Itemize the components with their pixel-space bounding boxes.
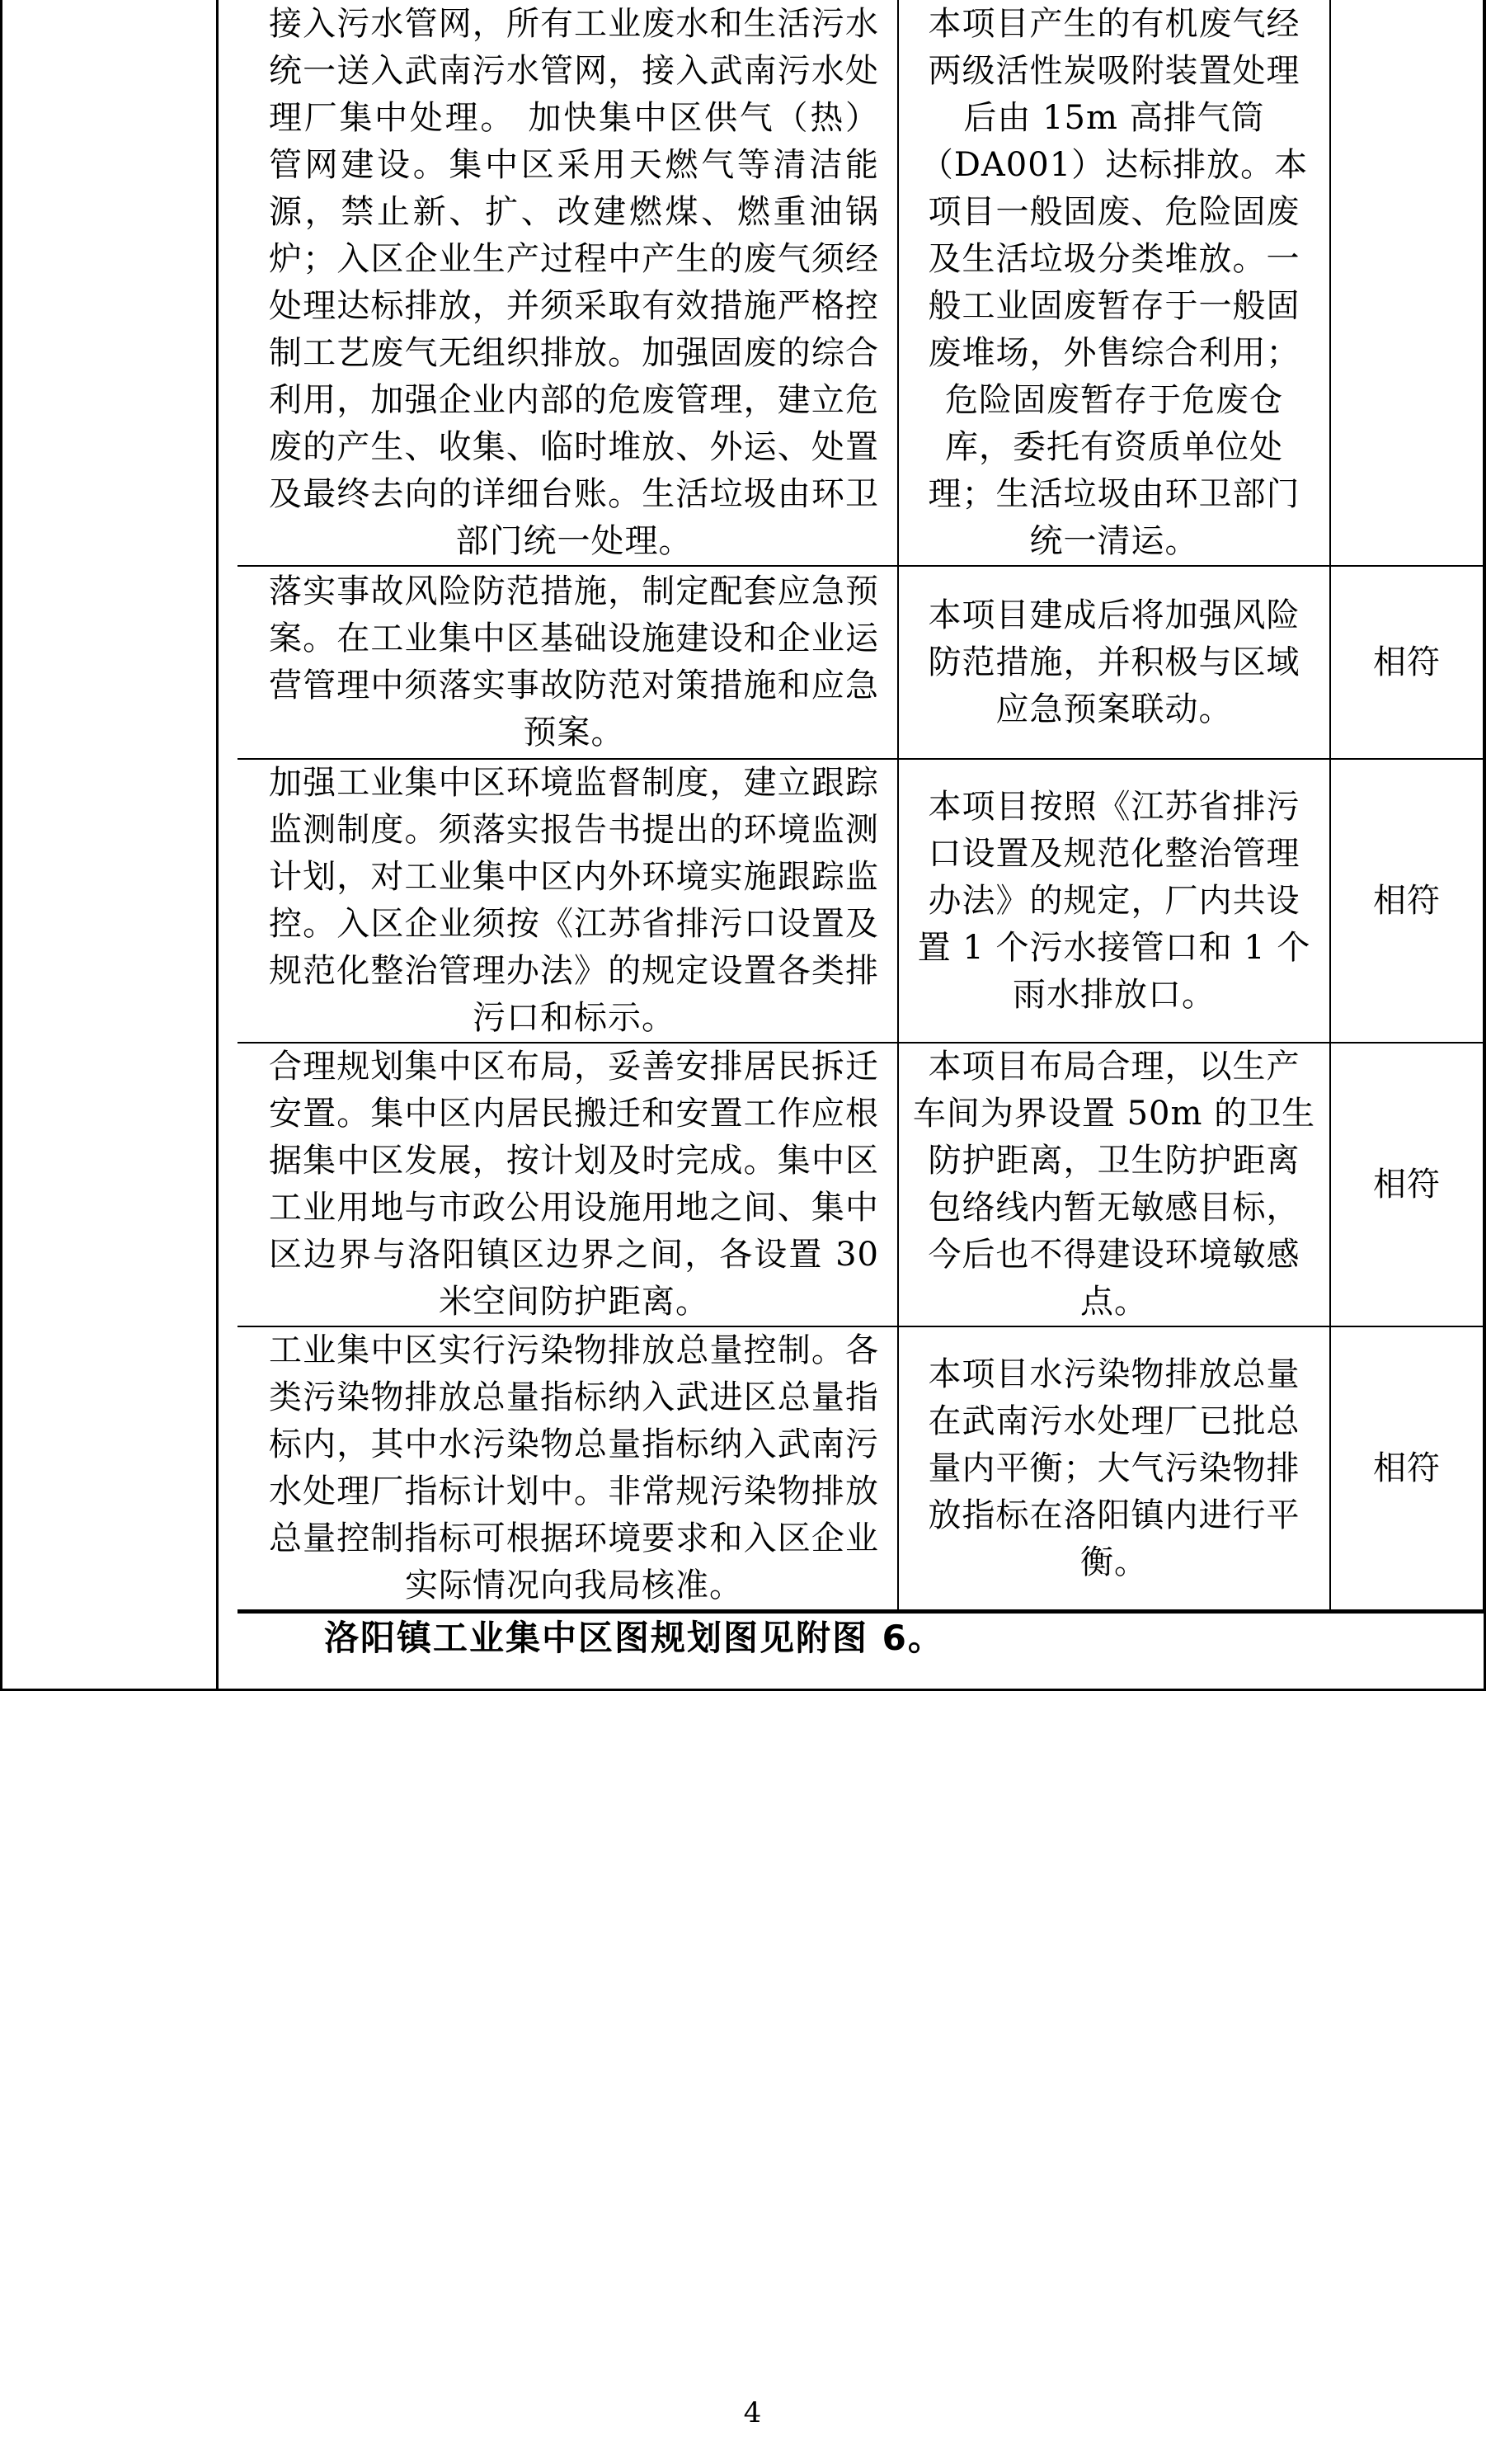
result-cell: 相符 — [1330, 566, 1484, 759]
compliance-table — [238, 0, 1486, 1614]
requirement-cell: 接入污水管网，所有工业废水和生活污水统一送入武南污水管网，接入武南污水处理厂集中处理。 加快集中区供气（热）管网建设。集中区采用天燃气等清洁能源，禁止新、扩、改建燃煤、燃重油锅炉；入区企业生产过程中产生的废气须经处理达标排放，并须采取有效措施严格控制工艺废气无组织排放。加强固废的综合利用，加强企业内部的危废管理，建立危废的产生、收集、临时堆放、外运、处置及最终去向的详细台账。生活垃圾由环卫部门统一处理。 — [238, 0, 898, 566]
table-row — [238, 1043, 1484, 1326]
table-row — [238, 759, 1484, 1043]
project-cell: 本项目按照《江苏省排污口设置及规范化整治管理办法》的规定，厂内共设置 1 个污水接管口和 1 个雨水排放口。 — [898, 759, 1330, 1043]
table-row — [238, 566, 1484, 759]
result-cell — [1330, 0, 1484, 566]
figure-reference-note: 洛阳镇工业集中区图规划图见附图 6。 — [324, 1618, 944, 1658]
project-cell: 本项目建成后将加强风险防范措施，并积极与区域应急预案联动。 — [898, 566, 1330, 759]
result-cell: 相符 — [1330, 759, 1484, 1043]
requirement-cell: 落实事故风险防范措施，制定配套应急预案。在工业集中区基础设施建设和企业运营管理中须落实事故防范对策措施和应急预案。 — [238, 566, 898, 759]
result-cell: 相符 — [1330, 1326, 1484, 1612]
requirement-cell: 工业集中区实行污染物排放总量控制。各类污染物排放总量指标纳入武进区总量指标内，其中水污染物总量指标纳入武南污水处理厂指标计划中。非常规污染物排放总量控制指标可根据环境要求和入区企业实际情况向我局核准。 — [238, 1326, 898, 1612]
project-cell: 本项目产生的有机废气经两级活性炭吸附装置处理后由 15m 高排气筒（DA001）达标排放。本项目一般固废、危险固废及生活垃圾分类堆放。一般工业固废暂存于一般固废堆场，外售综合利用；危险固废暂存于危废仓库，委托有资质单位处理；生活垃圾由环卫部门统一清运。 — [898, 0, 1330, 566]
project-cell: 本项目布局合理，以生产车间为界设置 50m 的卫生防护距离，卫生防护距离包络线内暂无敏感目标，今后也不得建设环境敏感点。 — [898, 1043, 1330, 1326]
result-cell: 相符 — [1330, 1043, 1484, 1326]
project-cell: 本项目水污染物排放总量在武南污水处理厂已批总量内平衡；大气污染物排放指标在洛阳镇内进行平衡。 — [898, 1326, 1330, 1612]
table-row — [238, 0, 1484, 566]
requirement-cell: 合理规划集中区布局，妥善安排居民拆迁安置。集中区内居民搬迁和安置工作应根据集中区发展，按计划及时完成。集中区工业用地与市政公用设施用地之间、集中区边界与洛阳镇区边界之间，各设置 30 米空间防护距离。 — [238, 1043, 898, 1326]
outer-column-divider — [216, 0, 219, 1691]
requirement-cell: 加强工业集中区环境监督制度，建立跟踪监测制度。须落实报告书提出的环境监测计划，对工业集中区内外环境实施跟踪监控。入区企业须按《江苏省排污口设置及规范化整治管理办法》的规定设置各类排污口和标示。 — [238, 759, 898, 1043]
page-number: 4 — [743, 2396, 762, 2429]
table-row — [238, 1326, 1484, 1612]
